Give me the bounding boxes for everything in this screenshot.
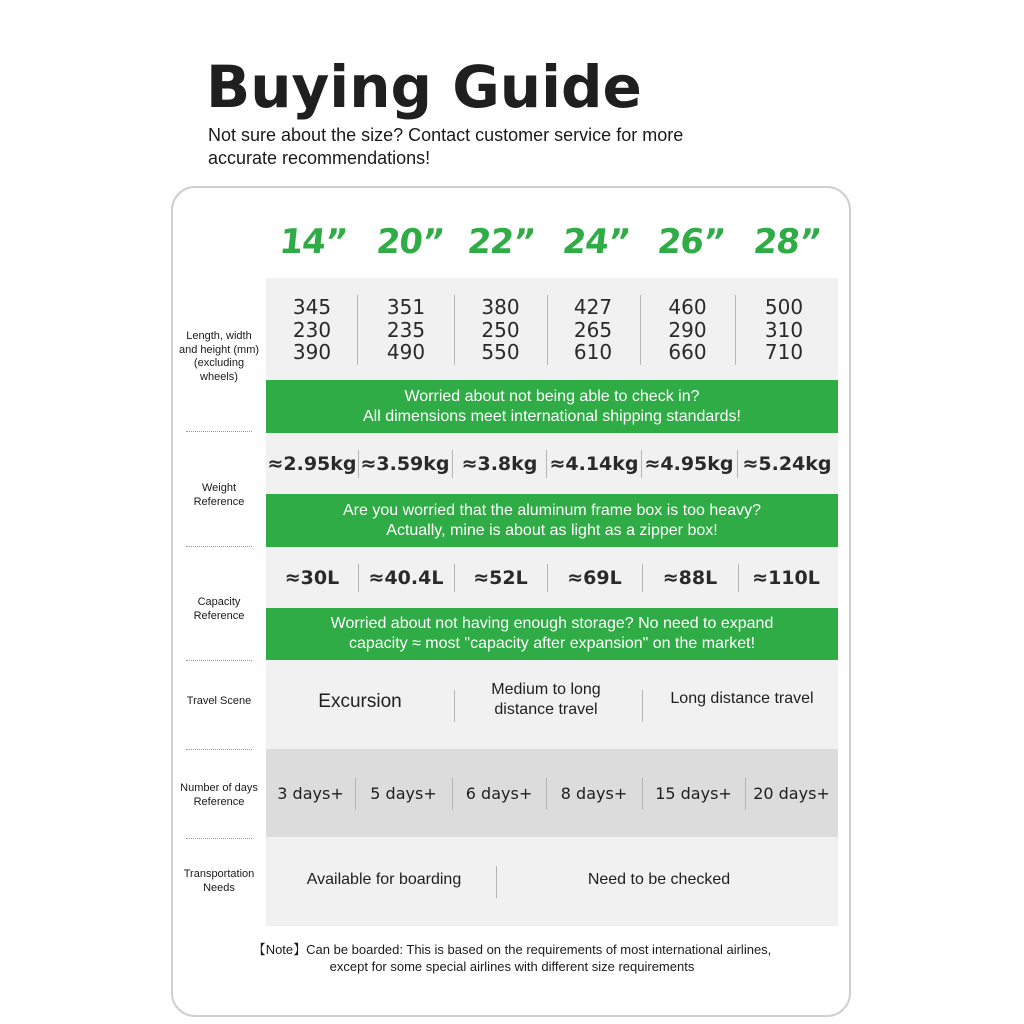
column-divider <box>358 564 359 592</box>
weight-cell: ≈2.95kg <box>267 452 357 475</box>
column-divider <box>496 866 497 898</box>
column-divider <box>452 450 453 478</box>
travel-scene-cell: Medium to long distance travel <box>491 681 601 718</box>
footnote-line1: 【Note】Can be boarded: This is based on the requirements of most international airlines, <box>252 942 772 957</box>
column-divider <box>358 450 359 478</box>
row-label-transport: Transportation Needs <box>183 868 255 894</box>
dimension-cell: 345 230 390 <box>292 295 332 365</box>
column-divider <box>454 564 455 592</box>
column-divider <box>547 564 548 592</box>
capacity-callout-line1: Worried about not having enough storage? No need to expand <box>330 615 774 632</box>
dimension-cell: 500 310 710 <box>764 295 804 365</box>
capacity-callout <box>266 608 838 660</box>
weight-cell: ≈3.59kg <box>360 452 450 475</box>
travel-scene-cell: Excursion <box>318 691 402 712</box>
dimension-cell: 460 290 660 <box>668 295 707 365</box>
column-divider <box>547 295 548 365</box>
page-title: Buying Guide <box>206 53 642 121</box>
column-divider <box>642 564 643 592</box>
size-header-22: 22” <box>465 222 537 262</box>
dimensions-callout <box>266 380 838 433</box>
dimensions-callout-line2: All dimensions meet international shipping standards! <box>363 407 741 425</box>
row-label-dimensions: Length, width and height (mm) (excluding wheels) <box>178 330 260 383</box>
column-divider <box>355 778 356 810</box>
days-cell: 6 days+ <box>465 783 533 803</box>
size-header-14: 14” <box>277 222 349 262</box>
days-cell: 20 days+ <box>753 783 830 803</box>
capacity-cell: ≈52L <box>473 566 528 589</box>
capacity-cell: ≈69L <box>567 566 622 589</box>
weight-cell: ≈3.8kg <box>461 452 538 475</box>
row-label-weight: Weight Reference <box>193 482 245 508</box>
days-cell: 5 days+ <box>370 783 437 803</box>
dimension-cell: 380 250 550 <box>481 295 520 365</box>
column-divider <box>745 778 746 810</box>
weight-cell: ≈4.95kg <box>644 452 734 475</box>
size-header-28: 28” <box>751 222 823 262</box>
capacity-cell: ≈88L <box>662 566 718 589</box>
weight-cell: ≈4.14kg <box>549 452 639 475</box>
days-cell: 3 days+ <box>277 783 344 803</box>
column-divider <box>738 564 739 592</box>
column-divider <box>454 295 455 365</box>
column-divider <box>735 295 736 365</box>
row-divider <box>186 431 252 432</box>
row-divider <box>186 749 252 750</box>
footnote <box>200 941 824 975</box>
days-cell: 15 days+ <box>655 783 732 803</box>
column-divider <box>641 450 642 478</box>
dimension-cell: 427 265 610 <box>573 295 613 365</box>
dimensions-callout-line1: Worried about not being able to check in? <box>404 387 700 405</box>
column-divider <box>357 295 358 365</box>
page-subtitle: Not sure about the size? Contact customer service for more accurate recommendations! <box>208 125 684 168</box>
capacity-cell: ≈40.4L <box>368 566 444 589</box>
column-divider <box>546 450 547 478</box>
column-divider <box>454 690 455 722</box>
row-divider <box>186 838 252 839</box>
transport-cell: Need to be checked <box>587 871 731 888</box>
capacity-callout-line2: capacity ≈ most "capacity after expansion" on the market! <box>348 635 756 652</box>
column-divider <box>546 778 547 810</box>
column-divider <box>452 778 453 810</box>
size-header-20: 20” <box>374 222 446 262</box>
weight-callout-line2: Actually, mine is about as light as a zipper box! <box>386 521 718 539</box>
transport-cell: Available for boarding <box>306 871 462 888</box>
capacity-cell: ≈110L <box>752 566 820 589</box>
weight-callout-line1: Are you worried that the aluminum frame box is too heavy? <box>343 501 761 519</box>
footnote-line2: except for some special airlines with different size requirements <box>329 959 695 974</box>
size-header-24: 24” <box>560 222 632 262</box>
travel-scene-cell: Long distance travel <box>670 690 814 707</box>
row-label-capacity: Capacity Reference <box>193 596 245 622</box>
days-cell: 8 days+ <box>560 783 628 803</box>
dimension-cell: 351 235 490 <box>386 295 426 365</box>
weight-callout <box>266 494 838 547</box>
row-label-days: Number of days Reference <box>180 782 258 808</box>
column-divider <box>642 778 643 810</box>
capacity-cell: ≈30L <box>284 566 340 589</box>
column-divider <box>640 295 641 365</box>
row-label-travel-scene: Travel Scene <box>186 695 252 707</box>
column-divider <box>737 450 738 478</box>
column-divider <box>642 690 643 722</box>
row-divider <box>186 546 252 547</box>
row-divider <box>186 660 252 661</box>
size-header-26: 26” <box>655 222 727 262</box>
weight-cell: ≈5.24kg <box>742 452 832 475</box>
